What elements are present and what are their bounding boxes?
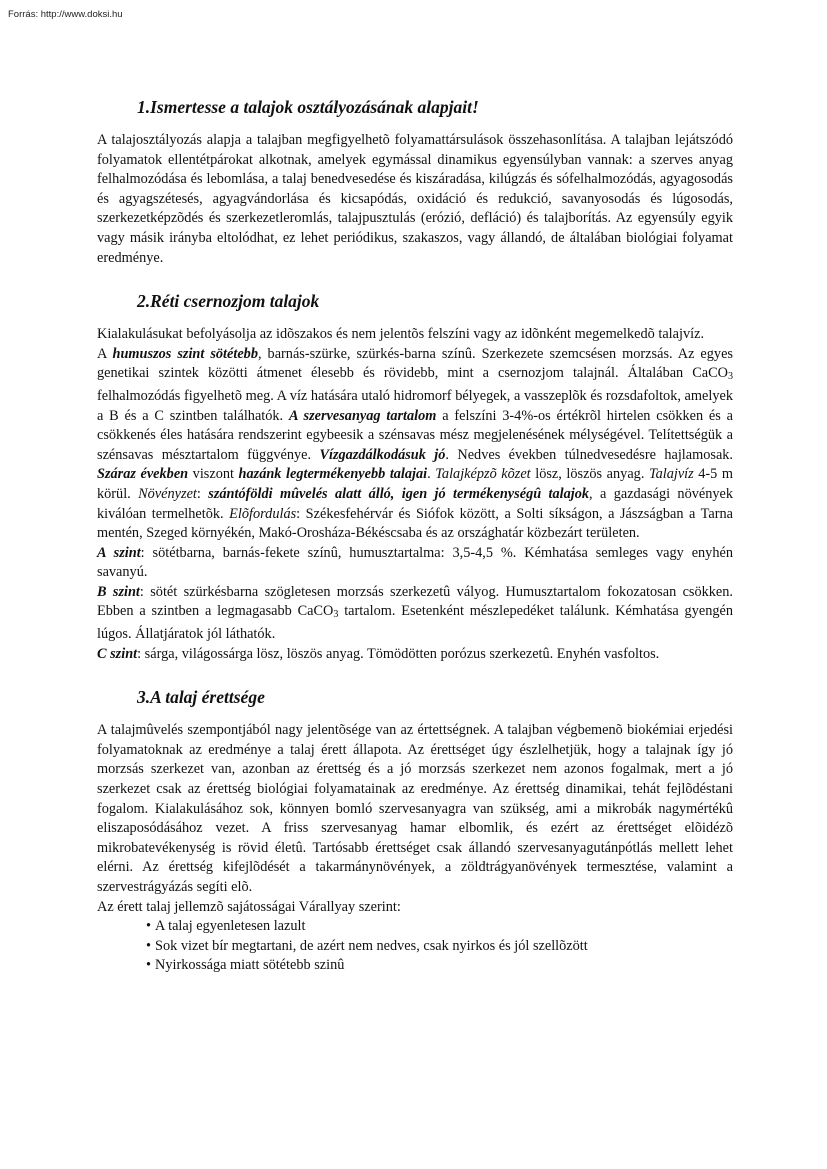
list-intro: Az érett talaj jellemzõ sajátosságai Várallyay szerint: xyxy=(97,898,401,915)
characteristics-list xyxy=(97,917,733,976)
bullet-icon: • xyxy=(146,957,152,974)
a-horizon: A szint: sötétbarna, barnás-fekete színû, humusztartalma: 3,5-4,5 %. Kémhatása semleges vagy enyhén savanyú. xyxy=(97,544,733,581)
b-horizon: B szint: sötét szürkésbarna szögletesen morzsás szerkezetû vályog. Humusztartalom fokozatosan csökken. Ebben a szintben a legmagasabb CaCO$_3$ tartalom. Esetenként mészlepedéket találunk. Kémhatása gyengén lúgos. Állatjáratok jól láthatók. xyxy=(97,583,733,643)
source-label: Forrás: http://www.doksi.hu xyxy=(8,9,123,20)
section-2-intro: Kialakulásukat befolyásolja az idõszakos és nem jelentõs felszíni vagy az idõnként megemelkedõ talajvíz. xyxy=(97,326,705,343)
bullet-icon: • xyxy=(146,918,152,935)
list-item: • Sok vizet bír megtartani, de azért nem nedves, csak nyirkos és jól szellõzött xyxy=(146,937,733,957)
c-horizon: C szint: sárga, világossárga lösz, löszös anyag. Tömödötten porózus szerkezetû. Enyhén vasfoltos. xyxy=(97,645,660,662)
bullet-icon: • xyxy=(146,937,152,954)
list-item: • Nyirkossága miatt sötétebb szinû xyxy=(146,956,733,976)
list-item: • A talaj egyenletesen lazult xyxy=(146,917,733,937)
section-3-paragraph: A talajmûvelés szempontjából nagy jelentõsége van az értettségnek. A talajban végbemenõ biokémiai erjedési folyamatoknak az eredménye a talaj érett állapota. Az érettséget úgy észlelhetjük, hogy a talajnak így jó morzsás szerkezet van, azonban az érettség és a jó morzsás szerkezet nem azonos fogalmak, mert a jó szerkezet csak az érettség biológiai folyamatainak az eredménye. Az érettség dinamikai, tehát fejlõdéstani fogalom. Kialakulásához sok, könnyen bomló szervesanyagra van szükség, ami a mikrobák nagymértékû eliszaposódásához vezet. A friss szervesanyag hamar elbomlik, és ezért az érettséget elõidézõ mikrobatevékenység is rövid életû. Tartósabb érettséget csak állandó szervesanyagutánpótlás mellett lehet elérni. Az érettség kifejlõdését a takarmánynövények, a zöldtrágyanövények termesztése, valamint a szervestrágyázás segíti elõ. xyxy=(97,722,733,895)
section-2-heading: 2.Réti csernozjom talajok xyxy=(137,291,320,312)
section-3-heading: 3.A talaj érettsége xyxy=(137,687,265,708)
section-2-description: A humuszos szint sötétebb, barnás-szürke, szürkés-barna színû. Szerkezete szemcsésen morzsás. Az egyes genetikai szintek közötti átmenet élesebb és rövidebb, mint a csernozjom talajnál. Általában CaCO$_3$ felhalmozódás figyelhetõ meg. A víz hatására utaló hidromorf bélyegek, a vasszeplõk és rozsdafoltok, amelyek a B és a C szintben találhatók. A szervesanyag tartalom a felszíni 3-4%-os értékrõl hirtelen csökken és a csökkenés éles hatására rendszerint egybeesik a szénsavas mész megjelenésének mélységével. Telítettségük a szénsavas mésztartalom függvénye. Vízgazdálkodásuk jó. Nedves években túlnedvesedésre hajlamosak. Száraz években viszont hazánk legtermékenyebb talajai. Talajképzõ kõzet lösz, löszös anyag. Talajvíz 4-5 m körül. Növényzet: szántóföldi mûvelés alatt álló, igen jó termékenységû talajok, a gazdasági növények kiválóan termelhetõk. Elõfordulás: Székesfehérvár és Siófok között, a Solti síkságon, a Jászságban a Tarna mentén, Szeged környékén, Makó-Orosháza-Békéscsaba és az országhatár közbezárt területen. xyxy=(97,345,734,542)
section-1-paragraph: A talajosztályozás alapja a talajban megfigyelhetõ folyamattársulások összehasonlítása. A talajban lejátszódó folyamatok ellentétpárokat alkotnak, amelyek egymással dinamikus egyensúlyban vannak: a szerves anyag felhalmozódása és lebomlása, a talaj benedvesedése és kiszáradása, kilúgzás és sófelhalmozódás, agyagosodás és agyagszétesés, agyagvándorlása és kicsapódás, oxidáció és redukció, savanyosodás és lúgosodás, szerkezetképzõdés és szerkezetleromlás, talajpusztulás (erózió, defláció) és talajborítás. Az egyensúly egyik vagy másik irányba eltolódhat, ez lehet periódikus, szakaszos, vagy állandó, de általában biológiai folyamat eredménye. xyxy=(97,132,733,266)
document-body xyxy=(97,96,733,976)
section-1-heading: 1.Ismertesse a talajok osztályozásának alapjait! xyxy=(137,97,479,117)
